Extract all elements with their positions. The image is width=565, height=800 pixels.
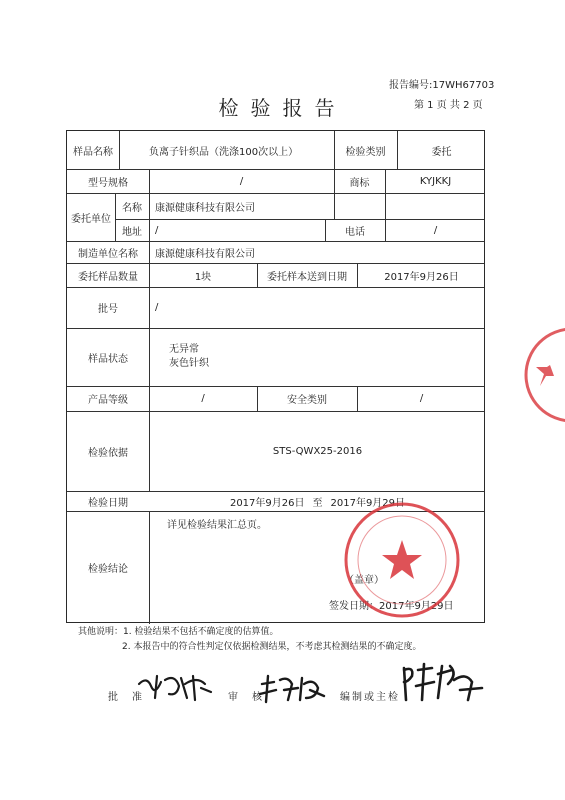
client-address-label: 地址 xyxy=(122,226,142,238)
grade-value: / xyxy=(201,393,205,404)
client-address-value: / xyxy=(155,224,159,236)
trademark-value: KYJKKJ xyxy=(419,175,452,187)
client-label: 委托单位 xyxy=(71,213,111,225)
sample-name-label: 样品名称 xyxy=(73,146,113,158)
date-end: 2017年9月29日 xyxy=(330,497,406,509)
manufacturer-value: 康源健康科技有限公司 xyxy=(155,248,255,260)
grade-label: 产品等级 xyxy=(88,395,128,406)
sample-state-label: 样品状态 xyxy=(88,353,128,365)
sample-name-value: 负离子针织品（洗涤100次以上） xyxy=(149,146,299,158)
quantity-label: 委托样品数量 xyxy=(78,271,138,283)
note-item: 1. 检验结果不包括不确定度的估算值。 xyxy=(123,627,279,637)
safety-label: 安全类别 xyxy=(287,395,327,406)
page-info: 第 1 页 共 2 页 xyxy=(414,100,483,111)
model-label: 型号规格 xyxy=(88,177,128,189)
phone-value: / xyxy=(433,224,438,236)
notes xyxy=(78,625,421,655)
trademark-label: 商标 xyxy=(349,177,370,189)
sample-state-line: 灰色针织 xyxy=(169,358,209,369)
arrival-date-value: 2017年9月26日 xyxy=(384,271,459,283)
inspection-type-value: 委托 xyxy=(431,146,452,158)
quantity-value: 1块 xyxy=(194,271,212,283)
sample-state-value xyxy=(149,328,486,386)
conclusion-value: 详见检验结果汇总页。 xyxy=(167,519,267,531)
notes-label: 其他说明： xyxy=(78,627,124,637)
model-value: / xyxy=(239,175,244,187)
page-title: 检验报告 xyxy=(218,96,347,120)
safety-value: / xyxy=(419,393,424,404)
phone-label: 电话 xyxy=(345,226,365,238)
date-start: 2017年9月26日 xyxy=(229,497,305,509)
side-stamp xyxy=(520,320,565,430)
batch-value: / xyxy=(155,302,159,313)
review-signature xyxy=(258,674,328,706)
issue-date: 签发日期：2017年9月29日 xyxy=(329,600,454,612)
inspection-stamp xyxy=(342,500,462,620)
client-name-value: 康源健康科技有限公司 xyxy=(155,202,255,214)
report-number: 报告编号:17WH67703 xyxy=(389,80,495,91)
prepare-label: 编制或主检 xyxy=(340,692,400,703)
seal-text: （盖章） xyxy=(344,574,384,586)
basis-value: STS-QWX25-2016 xyxy=(272,445,363,457)
notes-line-1 xyxy=(78,625,421,640)
note-item: 2. 本报告中的符合性判定仅依据检测结果，不考虑其检测结果的不确定度。 xyxy=(122,642,422,652)
date-label: 检验日期 xyxy=(88,497,128,509)
arrival-date-label: 委托样本送到日期 xyxy=(267,271,347,283)
review-label: 审 核 xyxy=(228,692,264,703)
approve-label: 批 准 xyxy=(108,692,144,703)
prepare-signature xyxy=(398,660,488,706)
manufacturer-label: 制造单位名称 xyxy=(78,248,138,260)
inspection-type-label: 检验类别 xyxy=(345,146,386,158)
sample-state-line: 无异常 xyxy=(169,344,199,355)
batch-label: 批号 xyxy=(98,304,118,315)
col-divider xyxy=(149,511,150,624)
date-to: 至 xyxy=(312,497,323,509)
basis-label: 检验依据 xyxy=(88,447,128,459)
approve-signature xyxy=(135,672,215,706)
client-name-label: 名称 xyxy=(122,202,142,214)
conclusion-label: 检验结论 xyxy=(88,564,128,575)
